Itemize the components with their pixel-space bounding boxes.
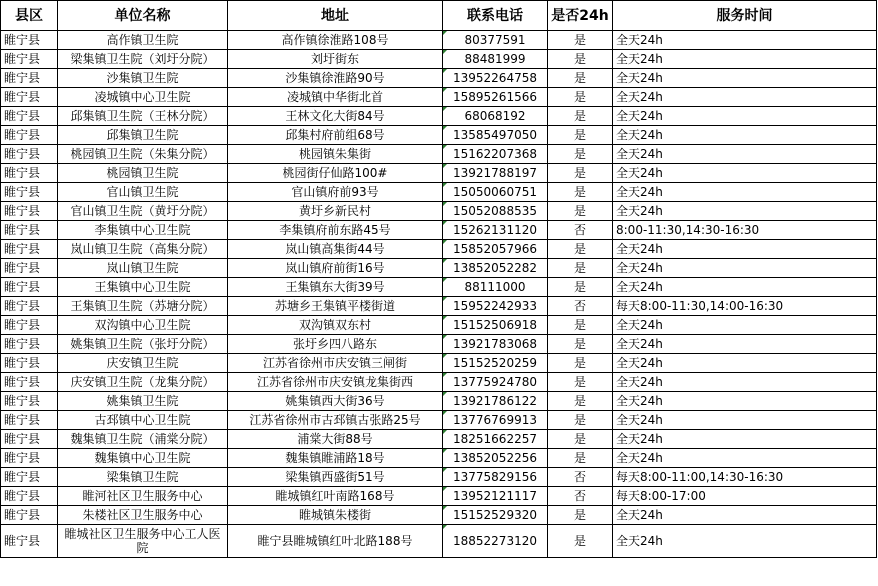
hours-cell: 8:00-11:30,14:30-16:30: [613, 221, 877, 240]
address-cell: 江苏省徐州市庆安镇龙集街西: [228, 373, 443, 392]
is24-cell: 是: [548, 392, 613, 411]
county-cell: 睢宁县: [1, 487, 58, 506]
county-cell: 睢宁县: [1, 145, 58, 164]
is24-cell: 是: [548, 107, 613, 126]
name-cell: 桃园镇卫生院（朱集分院）: [58, 145, 228, 164]
table-row: [1, 31, 877, 50]
hours-cell: 全天24h: [613, 145, 877, 164]
is24-cell: 是: [548, 183, 613, 202]
hours-cell: 全天24h: [613, 392, 877, 411]
hours-cell: 全天24h: [613, 164, 877, 183]
hours-cell: 全天24h: [613, 107, 877, 126]
is24-cell: 是: [548, 411, 613, 430]
table-row: [1, 126, 877, 145]
table-row: [1, 411, 877, 430]
hours-cell: 每天8:00-11:00,14:30-16:30: [613, 468, 877, 487]
name-cell: 庆安镇卫生院（龙集分院）: [58, 373, 228, 392]
table-row: [1, 316, 877, 335]
is24-cell: 是: [548, 50, 613, 69]
phone-cell: 68068192: [443, 107, 548, 126]
phone-cell: 13952264758: [443, 69, 548, 88]
phone-cell: 18852273120: [443, 525, 548, 558]
is24-cell: 是: [548, 335, 613, 354]
table-row: [1, 278, 877, 297]
hours-cell: 全天24h: [613, 31, 877, 50]
is24-cell: 是: [548, 430, 613, 449]
name-cell: 睢城社区卫生服务中心工人医院: [58, 525, 228, 558]
phone-cell: 15852057966: [443, 240, 548, 259]
phone-cell: 13921783068: [443, 335, 548, 354]
hours-cell: 全天24h: [613, 354, 877, 373]
table-row: [1, 69, 877, 88]
phone-cell: 13952121117: [443, 487, 548, 506]
table-row: [1, 335, 877, 354]
name-cell: 王集镇卫生院（苏塘分院）: [58, 297, 228, 316]
table-row: [1, 240, 877, 259]
county-cell: 睢宁县: [1, 316, 58, 335]
hours-cell: 全天24h: [613, 69, 877, 88]
address-cell: 王集镇东大街39号: [228, 278, 443, 297]
header-hours: 服务时间: [613, 1, 877, 31]
county-cell: 睢宁县: [1, 126, 58, 145]
name-cell: 睢河社区卫生服务中心: [58, 487, 228, 506]
address-cell: 姚集镇西大街36号: [228, 392, 443, 411]
address-cell: 睢宁县睢城镇红叶北路188号: [228, 525, 443, 558]
is24-cell: 是: [548, 354, 613, 373]
header-county: 县区: [1, 1, 58, 31]
phone-cell: 13775829156: [443, 468, 548, 487]
table-row: [1, 430, 877, 449]
is24-cell: 否: [548, 468, 613, 487]
address-cell: 桃园街仔仙路100#: [228, 164, 443, 183]
county-cell: 睢宁县: [1, 69, 58, 88]
phone-cell: 13852052256: [443, 449, 548, 468]
name-cell: 邱集镇卫生院（王林分院）: [58, 107, 228, 126]
hours-cell: 全天24h: [613, 373, 877, 392]
address-cell: 双沟镇双东村: [228, 316, 443, 335]
phone-cell: 15152529320: [443, 506, 548, 525]
phone-cell: 15162207368: [443, 145, 548, 164]
county-cell: 睢宁县: [1, 411, 58, 430]
table-row: [1, 164, 877, 183]
address-cell: 魏集镇睢浦路18号: [228, 449, 443, 468]
hours-cell: 全天24h: [613, 525, 877, 558]
phone-cell: 13921788197: [443, 164, 548, 183]
table-row: [1, 392, 877, 411]
address-cell: 张圩乡四八路东: [228, 335, 443, 354]
address-cell: 李集镇府前东路45号: [228, 221, 443, 240]
hours-cell: 全天24h: [613, 506, 877, 525]
address-cell: 沙集镇徐淮路90号: [228, 69, 443, 88]
name-cell: 朱楼社区卫生服务中心: [58, 506, 228, 525]
name-cell: 沙集镇卫生院: [58, 69, 228, 88]
name-cell: 王集镇中心卫生院: [58, 278, 228, 297]
is24-cell: 是: [548, 202, 613, 221]
address-cell: 邱集村府前组68号: [228, 126, 443, 145]
header-is24: 是否24h: [548, 1, 613, 31]
table-row: [1, 297, 877, 316]
county-cell: 睢宁县: [1, 392, 58, 411]
is24-cell: 是: [548, 316, 613, 335]
is24-cell: 否: [548, 221, 613, 240]
county-cell: 睢宁县: [1, 525, 58, 558]
table-row: [1, 354, 877, 373]
name-cell: 桃园镇卫生院: [58, 164, 228, 183]
table-row: [1, 449, 877, 468]
phone-cell: 13776769913: [443, 411, 548, 430]
address-cell: 黄圩乡新民村: [228, 202, 443, 221]
address-cell: 睢城镇红叶南路168号: [228, 487, 443, 506]
address-cell: 睢城镇朱楼街: [228, 506, 443, 525]
hours-cell: 全天24h: [613, 259, 877, 278]
is24-cell: 是: [548, 240, 613, 259]
name-cell: 魏集镇卫生院（浦棠分院）: [58, 430, 228, 449]
county-cell: 睢宁县: [1, 506, 58, 525]
name-cell: 岚山镇卫生院（高集分院）: [58, 240, 228, 259]
hours-cell: 全天24h: [613, 202, 877, 221]
hours-cell: 全天24h: [613, 126, 877, 145]
is24-cell: 是: [548, 449, 613, 468]
county-cell: 睢宁县: [1, 259, 58, 278]
name-cell: 梁集镇卫生院（刘圩分院）: [58, 50, 228, 69]
address-cell: 浦棠大街88号: [228, 430, 443, 449]
address-cell: 苏塘乡王集镇平楼街道: [228, 297, 443, 316]
is24-cell: 是: [548, 31, 613, 50]
phone-cell: 88481999: [443, 50, 548, 69]
phone-cell: 15050060751: [443, 183, 548, 202]
address-cell: 凌城镇中华街北首: [228, 88, 443, 107]
table-row: [1, 107, 877, 126]
phone-cell: 15152506918: [443, 316, 548, 335]
address-cell: 江苏省徐州市古邳镇古张路25号: [228, 411, 443, 430]
phone-cell: 80377591: [443, 31, 548, 50]
county-cell: 睢宁县: [1, 430, 58, 449]
hours-cell: 全天24h: [613, 278, 877, 297]
is24-cell: 是: [548, 145, 613, 164]
phone-cell: 13921786122: [443, 392, 548, 411]
address-cell: 岚山镇府前街16号: [228, 259, 443, 278]
is24-cell: 否: [548, 297, 613, 316]
name-cell: 姚集镇卫生院（张圩分院）: [58, 335, 228, 354]
phone-cell: 18251662257: [443, 430, 548, 449]
county-cell: 睢宁县: [1, 221, 58, 240]
name-cell: 邱集镇卫生院: [58, 126, 228, 145]
name-cell: 双沟镇中心卫生院: [58, 316, 228, 335]
phone-cell: 15952242933: [443, 297, 548, 316]
county-cell: 睢宁县: [1, 107, 58, 126]
address-cell: 梁集镇西盛街51号: [228, 468, 443, 487]
phone-cell: 88111000: [443, 278, 548, 297]
table-row: [1, 373, 877, 392]
name-cell: 庆安镇卫生院: [58, 354, 228, 373]
address-cell: 高作镇徐淮路108号: [228, 31, 443, 50]
name-cell: 凌城镇中心卫生院: [58, 88, 228, 107]
is24-cell: 是: [548, 88, 613, 107]
name-cell: 岚山镇卫生院: [58, 259, 228, 278]
table-row: [1, 487, 877, 506]
county-cell: 睢宁县: [1, 50, 58, 69]
address-cell: 刘圩街东: [228, 50, 443, 69]
name-cell: 高作镇卫生院: [58, 31, 228, 50]
phone-cell: 15152520259: [443, 354, 548, 373]
phone-cell: 13852052282: [443, 259, 548, 278]
county-cell: 睢宁县: [1, 183, 58, 202]
hours-cell: 全天24h: [613, 335, 877, 354]
name-cell: 官山镇卫生院: [58, 183, 228, 202]
hours-cell: 全天24h: [613, 411, 877, 430]
phone-cell: 15052088535: [443, 202, 548, 221]
address-cell: 江苏省徐州市庆安镇三闸街: [228, 354, 443, 373]
county-cell: 睢宁县: [1, 31, 58, 50]
name-cell: 姚集镇卫生院: [58, 392, 228, 411]
table-row: [1, 221, 877, 240]
is24-cell: 是: [548, 506, 613, 525]
hours-cell: 全天24h: [613, 50, 877, 69]
table-row: [1, 88, 877, 107]
county-cell: 睢宁县: [1, 297, 58, 316]
hours-cell: 全天24h: [613, 430, 877, 449]
table-row: [1, 506, 877, 525]
address-cell: 官山镇府前93号: [228, 183, 443, 202]
table-row: [1, 183, 877, 202]
is24-cell: 是: [548, 259, 613, 278]
county-cell: 睢宁县: [1, 449, 58, 468]
county-cell: 睢宁县: [1, 278, 58, 297]
hours-cell: 全天24h: [613, 88, 877, 107]
header-name: 单位名称: [58, 1, 228, 31]
is24-cell: 否: [548, 487, 613, 506]
address-cell: 王林文化大街84号: [228, 107, 443, 126]
is24-cell: 是: [548, 126, 613, 145]
is24-cell: 是: [548, 278, 613, 297]
county-cell: 睢宁县: [1, 354, 58, 373]
address-cell: 岚山镇高集街44号: [228, 240, 443, 259]
is24-cell: 是: [548, 69, 613, 88]
hours-cell: 全天24h: [613, 449, 877, 468]
county-cell: 睢宁县: [1, 468, 58, 487]
hours-cell: 全天24h: [613, 240, 877, 259]
table-row: [1, 202, 877, 221]
header-row: [1, 1, 877, 31]
is24-cell: 是: [548, 164, 613, 183]
phone-cell: 15895261566: [443, 88, 548, 107]
table-row: [1, 525, 877, 558]
phone-cell: 13585497050: [443, 126, 548, 145]
name-cell: 官山镇卫生院（黄圩分院）: [58, 202, 228, 221]
hours-cell: 全天24h: [613, 316, 877, 335]
county-cell: 睢宁县: [1, 335, 58, 354]
is24-cell: 是: [548, 373, 613, 392]
name-cell: 梁集镇卫生院: [58, 468, 228, 487]
county-cell: 睢宁县: [1, 164, 58, 183]
table-row: [1, 145, 877, 164]
table-row: [1, 259, 877, 278]
county-cell: 睢宁县: [1, 202, 58, 221]
county-cell: 睢宁县: [1, 373, 58, 392]
table-row: [1, 50, 877, 69]
phone-cell: 13775924780: [443, 373, 548, 392]
hours-cell: 每天8:00-11:30,14:00-16:30: [613, 297, 877, 316]
table-row: [1, 468, 877, 487]
is24-cell: 是: [548, 525, 613, 558]
header-phone: 联系电话: [443, 1, 548, 31]
name-cell: 魏集镇中心卫生院: [58, 449, 228, 468]
header-address: 地址: [228, 1, 443, 31]
county-cell: 睢宁县: [1, 88, 58, 107]
hours-cell: 全天24h: [613, 183, 877, 202]
county-cell: 睢宁县: [1, 240, 58, 259]
name-cell: 李集镇中心卫生院: [58, 221, 228, 240]
hours-cell: 每天8:00-17:00: [613, 487, 877, 506]
phone-cell: 15262131120: [443, 221, 548, 240]
name-cell: 古邳镇中心卫生院: [58, 411, 228, 430]
address-cell: 桃园镇朱集街: [228, 145, 443, 164]
